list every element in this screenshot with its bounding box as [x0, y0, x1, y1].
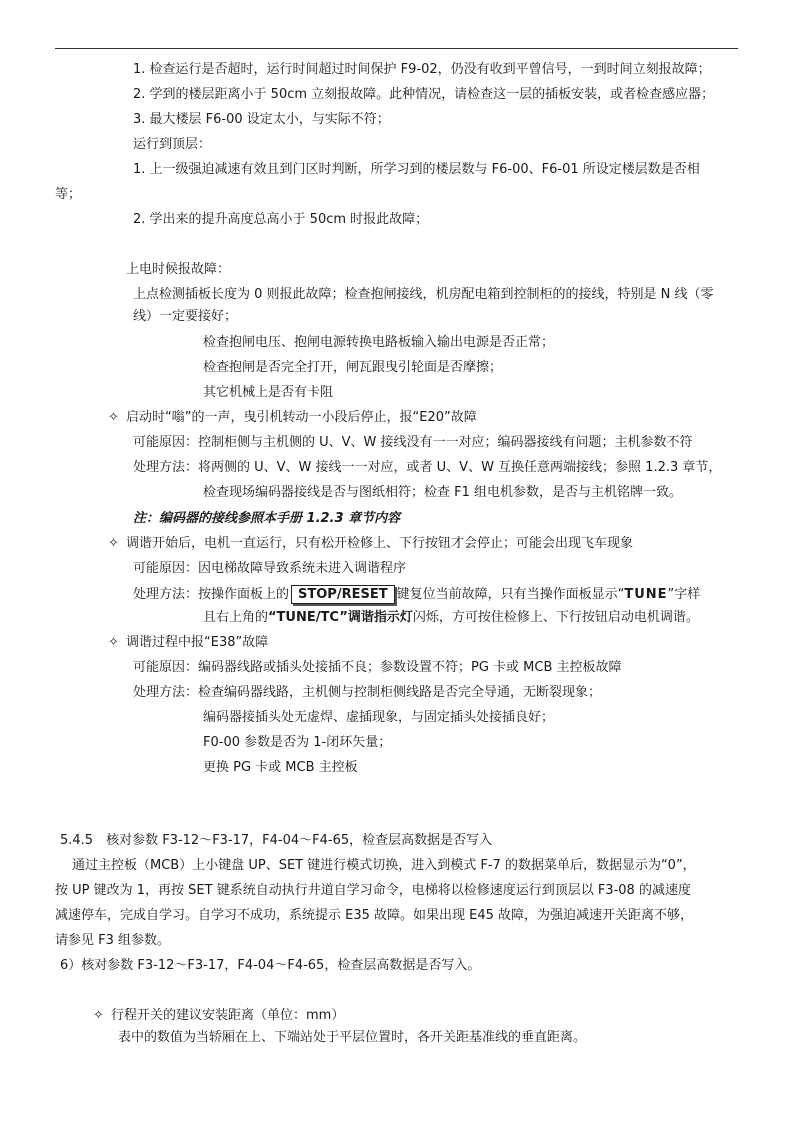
text-line	[203, 610, 699, 626]
stop-reset-key: STOP/RESET	[291, 585, 395, 604]
bullet-text: 调谐过程中报“E38”故障	[126, 635, 269, 650]
diamond-bullet-icon: ✧	[108, 410, 119, 425]
bullet-text: 行程开关的建议安装距离（单位：mm）	[111, 1008, 345, 1023]
text-line: 可能原因：控制柜侧与主机侧的 U、V、W 接线没有一一对应；编码器接线有问题；主机参数不符	[133, 435, 693, 450]
text-line: 更换 PG 卡或 MCB 主控板	[203, 760, 358, 775]
bullet-item	[93, 1008, 344, 1024]
text-line: 检查现场编码器接线是否与图纸相符；检查 F1 组电机参数，是否与主机铭牌一致。	[203, 485, 683, 500]
text-line: 可能原因：因电梯故障导致系统未进入调谐程序	[133, 561, 407, 576]
text-line: 减速停车，完成自学习。自学习不成功，系统提示 E35 故障。如果出现 E45 故障，为强迫减速开关距离不够，	[55, 908, 694, 923]
text-segment: 处理方法：按操作面板上的	[133, 587, 290, 602]
text-line: 检查抱闸是否完全打开，闸瓦跟曳引轮面是否摩擦；	[203, 360, 503, 375]
text-line: 处理方法：将两侧的 U、V、W 接线一一对应，或者 U、V、W 互换任意两端接线；参照 1.2.3 章节，	[133, 460, 722, 475]
text-line: 2. 学到的楼层距离小于 50cm 立刻报故障。此种情况，请检查这一层的插板安装，或者检查感应器；	[133, 87, 715, 102]
text-line: 6）核对参数 F3-12～F3-17，F4-04～F4-65，检查层高数据是否写入。	[60, 958, 481, 973]
header-rule	[55, 48, 738, 49]
text-segment: ”字样	[667, 587, 701, 602]
text-line: 上电时候报故障：	[126, 262, 231, 277]
bullet-text: 调谐开始后，电机一直运行，只有松开检修上、下行按钮才会停止；可能会出现飞车现象	[126, 536, 634, 551]
section-heading: 5.4.5 核对参数 F3-12～F3-17，F4-04～F4-65，检查层高数据是否写入	[60, 833, 493, 848]
diamond-bullet-icon: ✧	[108, 635, 119, 650]
bullet-item	[108, 635, 268, 651]
text-line: 请参见 F3 组参数。	[55, 933, 171, 948]
text-line: 可能原因：编码器线路或插头处接插不良；参数设置不符；PG 卡或 MCB 主控板故障	[133, 660, 622, 675]
text-line: 处理方法：检查编码器线路，主机侧与控制柜侧线路是否完全导通，无断裂现象；	[133, 685, 602, 700]
text-segment: 键复位当前故障，只有当操作面板显示“	[396, 587, 625, 602]
text-line: 3. 最大楼层 F6-00 设定太小，与实际不符；	[133, 112, 390, 127]
text-line: 等；	[55, 187, 82, 202]
text-line: 编码器接插头处无虚焊、虚插现象，与固定插头处接插良好；	[203, 710, 555, 725]
lcd-tune-display: TUNE	[624, 587, 668, 602]
text-line: 通过主控板（MCB）上小键盘 UP、SET 键进行模式切换，进入到模式 F-7 的数据菜单后，数据显示为“0”，	[72, 858, 696, 873]
bullet-item	[108, 536, 633, 552]
note-line: 注：编码器的接线参照本手册 1.2.3 章节内容	[133, 511, 401, 526]
diamond-bullet-icon: ✧	[93, 1008, 104, 1023]
text-line: 线）一定要接好；	[133, 309, 238, 324]
text-line: 2. 学出来的提升高度总高小于 50cm 时报此故障；	[133, 212, 429, 227]
text-line	[133, 585, 700, 604]
text-line: 按 UP 键改为 1，再按 SET 键系统自动执行井道自学习命令，电梯将以检修速度运行到顶层以 F3-08 的减速度	[55, 883, 691, 898]
text-line: 上点检测插板长度为 0 则报此故障；检查抱闸接线，机房配电箱到控制柜的的接线，特别是 N 线（零	[133, 287, 714, 302]
diamond-bullet-icon: ✧	[108, 536, 119, 551]
text-line: 表中的数值为当轿厢在上、下端站处于平层位置时，各开关距基准线的垂直距离。	[118, 1030, 587, 1045]
bullet-text: 启动时“嗡”的一声，曳引机转动一小段后停止，报“E20”故障	[126, 410, 477, 425]
text-line: 运行到顶层：	[133, 137, 212, 152]
tune-tc-indicator-label: “TUNE/TC”调谐指示灯	[268, 610, 413, 625]
text-line: 1. 上一级强迫减速有效且到门区时判断，所学习到的楼层数与 F6-00、F6-01 所设定楼层数是否相	[133, 162, 700, 177]
text-line: F0-00 参数是否为 1-闭环矢量；	[203, 735, 392, 750]
text-line: 检查抱闸电压、抱闸电源转换电路板输入输出电源是否正常；	[203, 335, 555, 350]
text-segment: 闪烁，方可按住检修上、下行按钮启动电机调谐。	[412, 610, 699, 625]
text-line: 其它机械上是否有卡阻	[203, 385, 334, 400]
bullet-item	[108, 410, 477, 426]
text-segment: 且右上角的	[203, 610, 269, 625]
text-line: 1. 检查运行是否超时，运行时间超过时间保护 F9-02，仍没有收到平曾信号，一到时间立刻报故障；	[133, 62, 711, 77]
